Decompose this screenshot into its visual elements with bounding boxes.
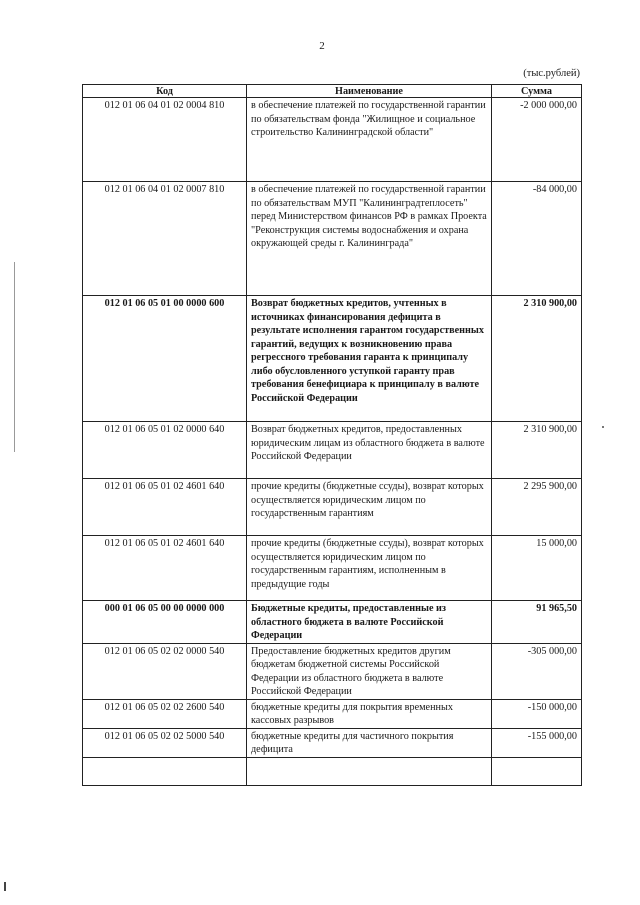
- units-label: (тыс.рублей): [523, 68, 580, 79]
- row-name: Бюджетные кредиты, предоставленные из областного бюджета в валюте Российской Федерации: [247, 601, 492, 644]
- row-sum: -150 000,00: [492, 699, 582, 728]
- table-row: [83, 643, 582, 699]
- table-row: [83, 728, 582, 757]
- row-name: в обеспечение платежей по государственной гарантии по обязательствам МУП "Калининградтеплосеть" перед Министерством финансов РФ в рамках Проекта "Реконструкция системы водоснабжения и охрана окружающей среды г. Калининграда": [247, 182, 492, 296]
- row-sum: 91 965,50: [492, 601, 582, 644]
- row-sum: -155 000,00: [492, 728, 582, 757]
- row-code: 012 01 06 05 02 02 2600 540: [83, 699, 247, 728]
- row-sum: 15 000,00: [492, 536, 582, 601]
- table-filler-row: [83, 757, 582, 785]
- row-code: 000 01 06 05 00 00 0000 000: [83, 601, 247, 644]
- row-sum: -84 000,00: [492, 182, 582, 296]
- row-code: 012 01 06 04 01 02 0007 810: [83, 182, 247, 296]
- row-sum: -2 000 000,00: [492, 98, 582, 182]
- row-name: Предоставление бюджетных кредитов другим бюджетам бюджетной системы Российской Федерации из областного бюджета в валюте Российской Федерации: [247, 643, 492, 699]
- row-name: бюджетные кредиты для покрытия временных кассовых разрывов: [247, 699, 492, 728]
- row-name: бюджетные кредиты для частичного покрытия дефицита: [247, 728, 492, 757]
- table-row: [83, 536, 582, 601]
- table-header-row: [83, 85, 582, 98]
- table-row: [83, 296, 582, 422]
- filler-cell: [492, 757, 582, 785]
- row-name: прочие кредиты (бюджетные ссуды), возврат которых осуществляется юридическим лицом по государственным гарантиям, исполненным в предыдущие годы: [247, 536, 492, 601]
- row-sum: 2 310 900,00: [492, 422, 582, 479]
- row-sum: -305 000,00: [492, 643, 582, 699]
- header-name: Наименование: [247, 85, 492, 98]
- row-code: 012 01 06 05 01 02 4601 640: [83, 479, 247, 536]
- row-name: Возврат бюджетных кредитов, учтенных в источниках финансирования дефицита в результате исполнения гарантом государственных гарантий, ведущих к возникновению права регрессного требования гаранта к принципалу либо обусловленного уступкой гаранту прав требования бенефициара к принципалу в валюте Российской Федерации: [247, 296, 492, 422]
- row-name: в обеспечение платежей по государственной гарантии по обязательствам фонда "Жилищное и социальное строительство Калининградской области": [247, 98, 492, 182]
- row-code: 012 01 06 05 02 02 5000 540: [83, 728, 247, 757]
- row-code: 012 01 06 05 01 00 0000 600: [83, 296, 247, 422]
- scan-speck: [602, 426, 604, 428]
- row-code: 012 01 06 05 01 02 0000 640: [83, 422, 247, 479]
- row-code: 012 01 06 05 02 02 0000 540: [83, 643, 247, 699]
- page-number: 2: [319, 40, 325, 52]
- table-row: [83, 98, 582, 182]
- row-name: прочие кредиты (бюджетные ссуды), возврат которых осуществляется юридическим лицом по государственным гарантиям: [247, 479, 492, 536]
- table-row: [83, 699, 582, 728]
- row-sum: 2 295 900,00: [492, 479, 582, 536]
- header-code: Код: [83, 85, 247, 98]
- table-row: [83, 479, 582, 536]
- table-row: [83, 601, 582, 644]
- row-code: 012 01 06 04 01 02 0004 810: [83, 98, 247, 182]
- filler-cell: [247, 757, 492, 785]
- row-name: Возврат бюджетных кредитов, предоставленных юридическим лицам из областного бюджета в валюте Российской Федерации: [247, 422, 492, 479]
- row-sum: 2 310 900,00: [492, 296, 582, 422]
- budget-sources-table: [82, 84, 582, 786]
- header-sum: Сумма: [492, 85, 582, 98]
- scan-edge-line: [14, 262, 15, 452]
- row-code: 012 01 06 05 01 02 4601 640: [83, 536, 247, 601]
- scan-margin-mark: [4, 882, 6, 891]
- table-row: [83, 422, 582, 479]
- filler-cell: [83, 757, 247, 785]
- table-row: [83, 182, 582, 296]
